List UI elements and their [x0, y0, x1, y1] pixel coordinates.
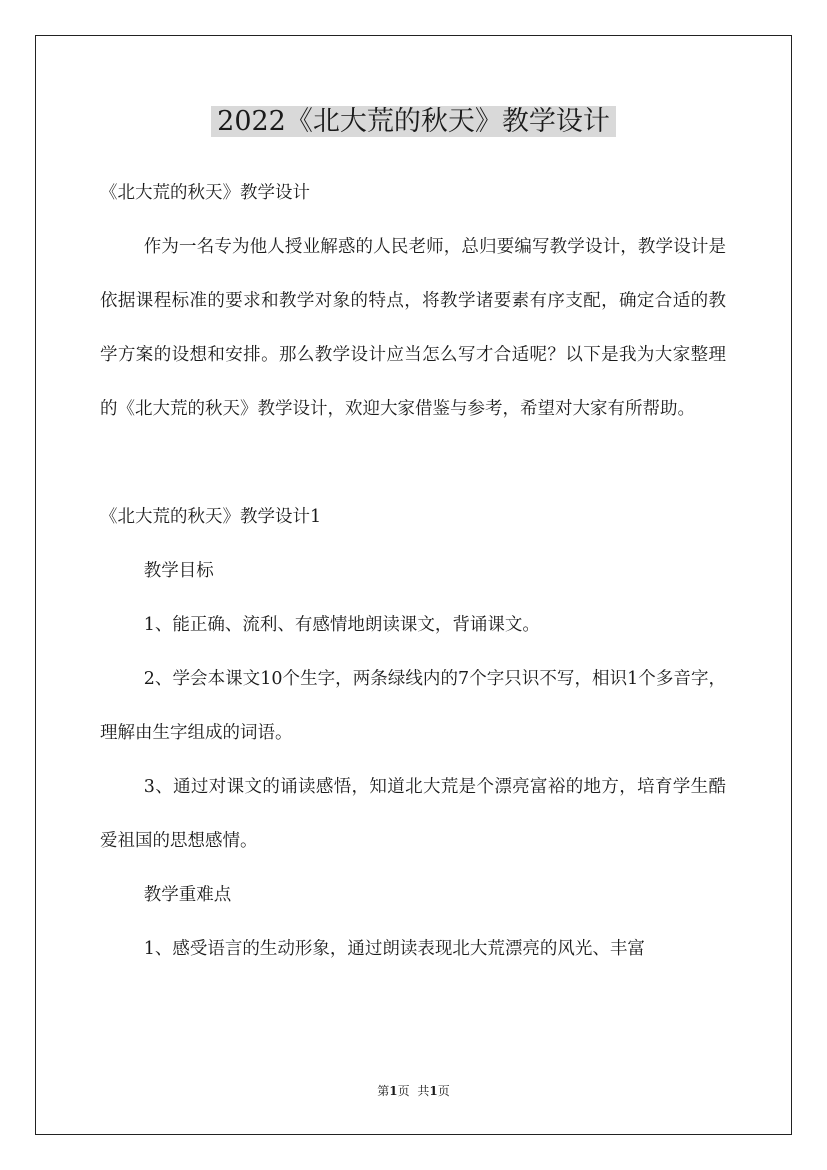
document-title-text: 2022《北大荒的秋天》教学设计 — [211, 106, 616, 137]
document-title — [0, 100, 827, 144]
page-footer — [0, 1082, 827, 1100]
key-point-item-1: 1、感受语言的生动形象，通过朗读表现北大荒漂亮的风光、丰富 — [143, 939, 645, 959]
intro-paragraph: 作为一名专为他人授业解惑的人民老师，总归要编写教学设计，教学设计是依据课程标准的要求和教学对象的特点，将教学诸要素有序支配，确定合适的教学方案的设想和安排。那么教学设计应当怎么写才合适呢？以下是我为大家整理的《北大荒的秋天》教学设计，欢迎大家借鉴与参考，希望对大家有所帮助。 — [100, 237, 726, 419]
footer-total-suffix: 页 — [437, 1084, 450, 1098]
subtitle: 《北大荒的秋天》教学设计 — [100, 183, 310, 203]
footer-total-number: 1 — [429, 1084, 438, 1098]
goal-item-2: 2、学会本课文10个生字，两条绿线内的7个字只识不写，相识1个多音字，理解由生字组成的词语。 — [100, 669, 726, 743]
footer-total-prefix: 共 — [417, 1084, 430, 1098]
footer-page-prefix: 第 — [377, 1084, 390, 1098]
key-points-heading: 教学重难点 — [143, 885, 232, 905]
footer-page-number: 1 — [389, 1084, 398, 1098]
section-heading: 《北大荒的秋天》教学设计1 — [100, 507, 322, 527]
goal-item-3: 3、通过对课文的诵读感悟，知道北大荒是个漂亮富裕的地方，培育学生酷爱祖国的思想感情。 — [100, 777, 726, 851]
goals-heading: 教学目标 — [143, 561, 214, 581]
document-body — [100, 166, 726, 976]
goal-item-1: 1、能正确、流利、有感情地朗读课文，背诵课文。 — [143, 615, 540, 635]
footer-page-suffix: 页 — [397, 1084, 410, 1098]
